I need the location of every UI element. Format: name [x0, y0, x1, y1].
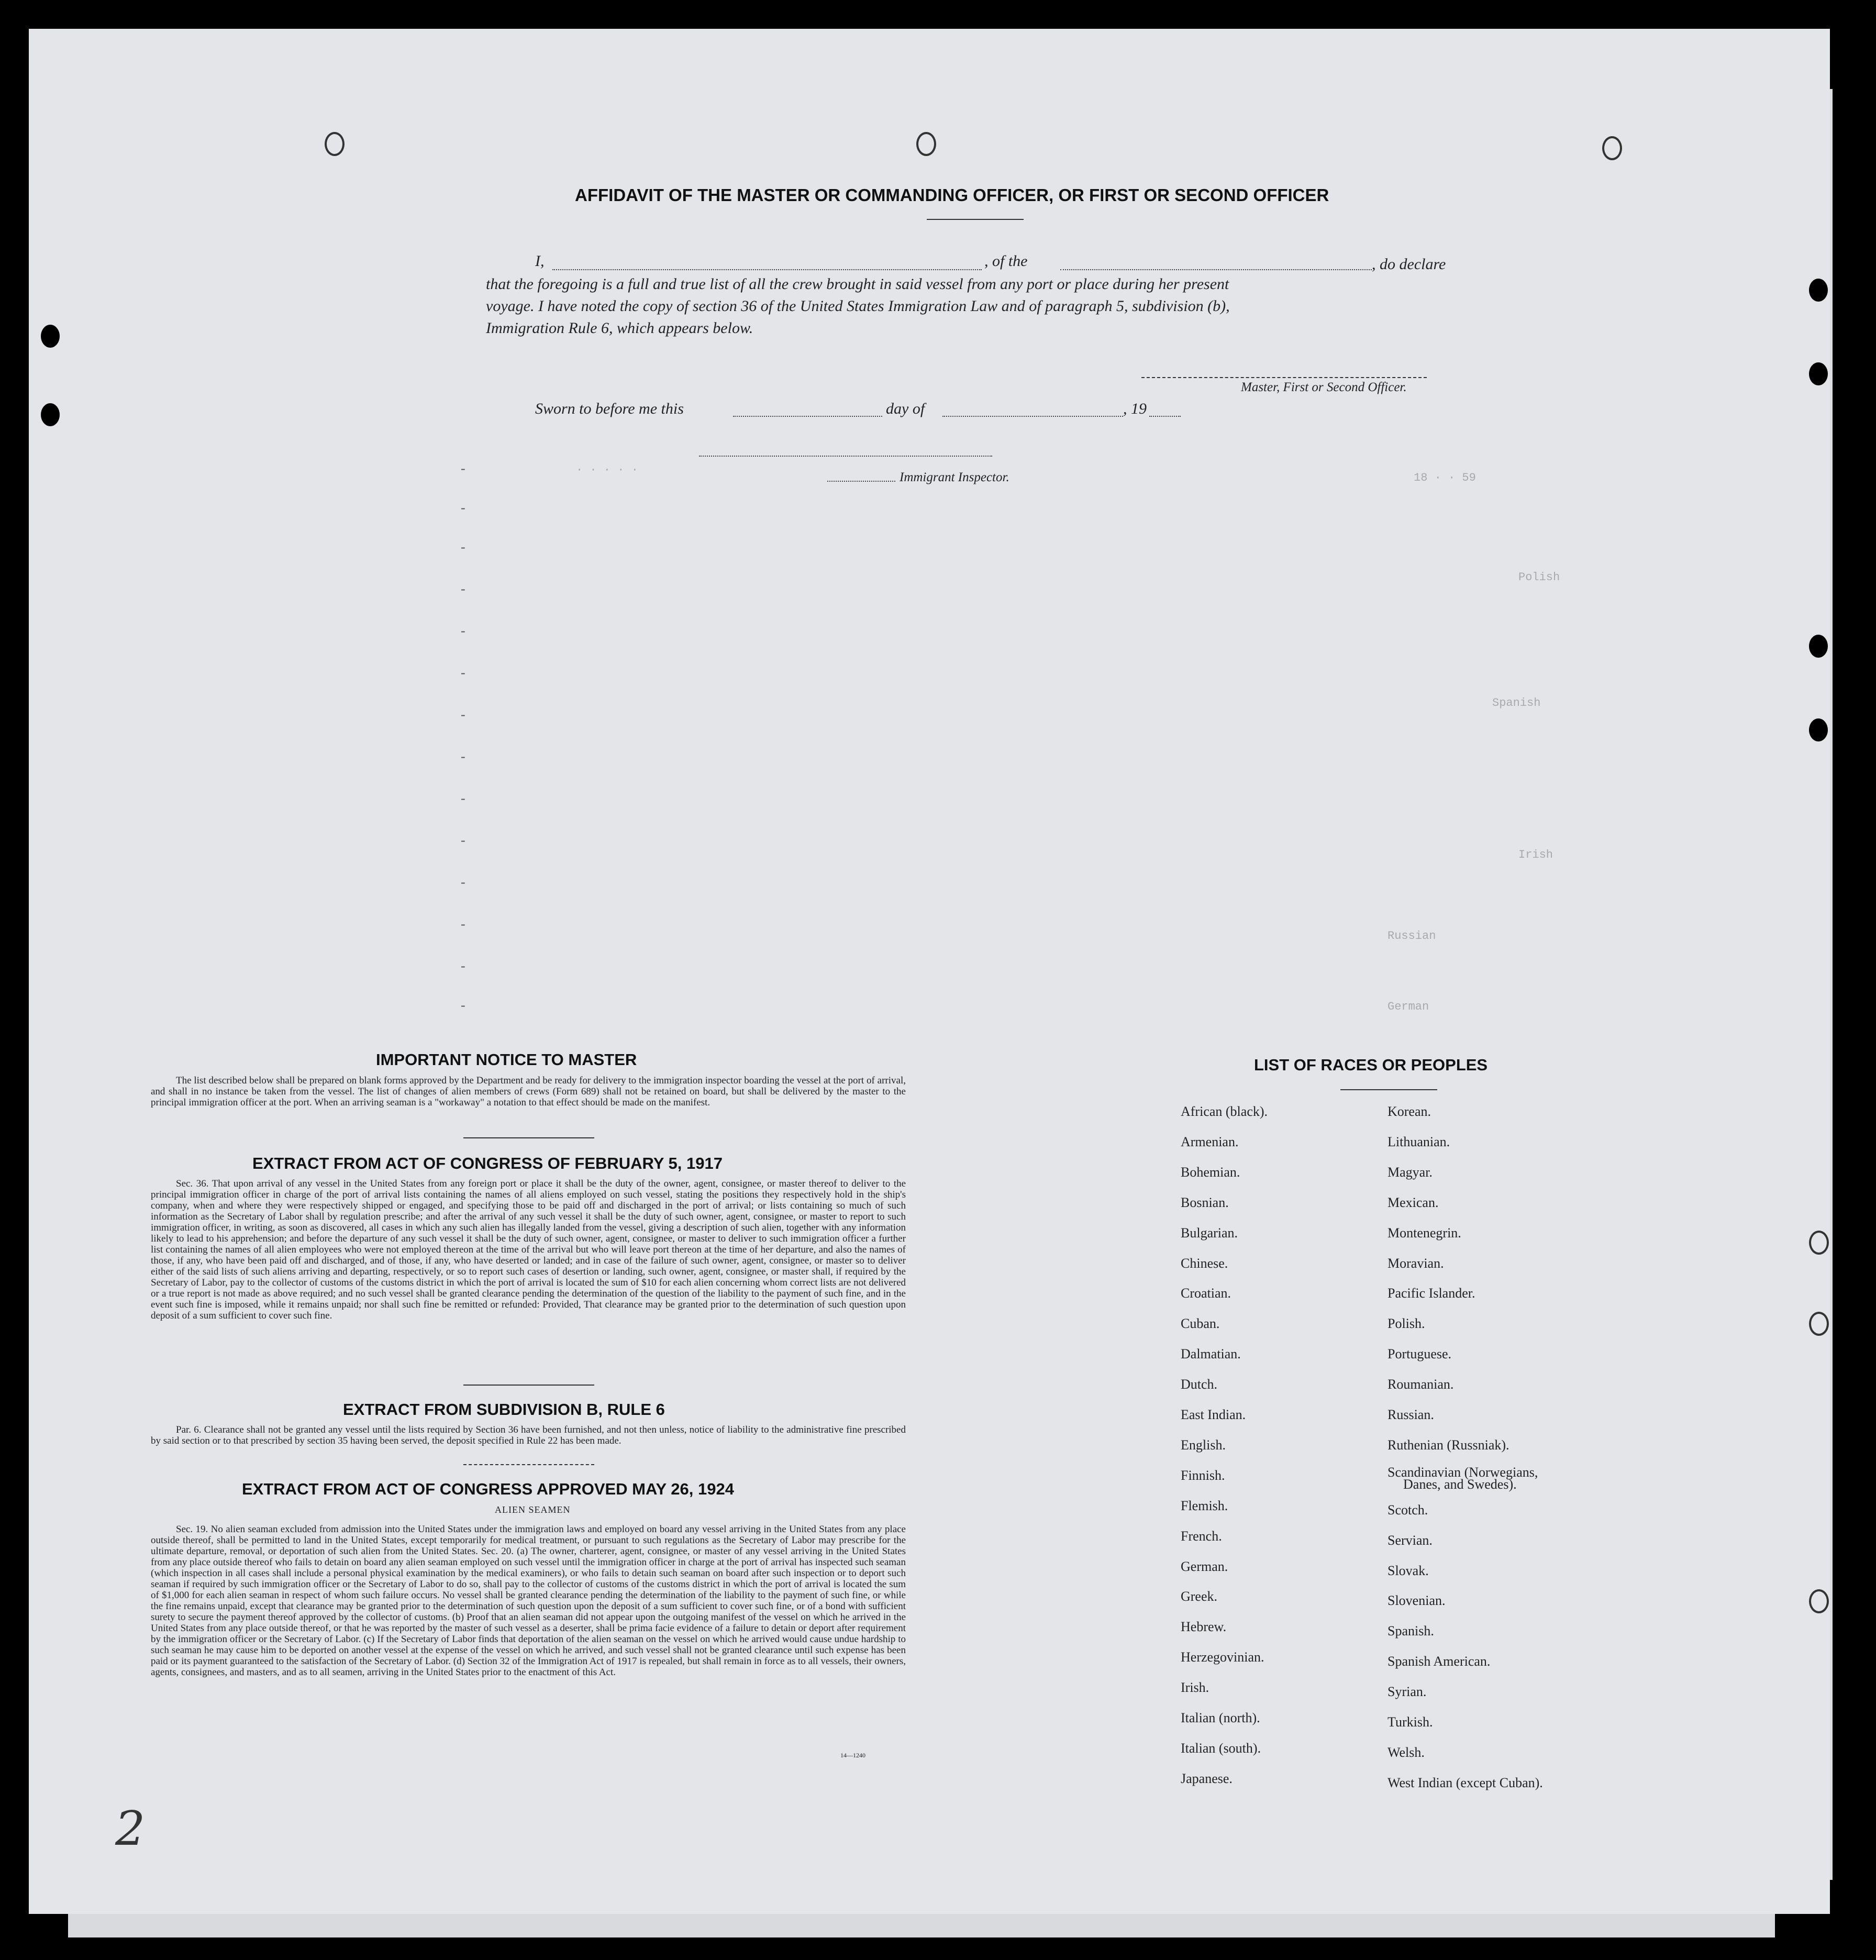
sworn-label: Sworn to before me this — [535, 400, 684, 417]
notice-title: IMPORTANT NOTICE TO MASTER — [376, 1050, 637, 1069]
race-item: Portuguese. — [1387, 1346, 1452, 1362]
signature-line[interactable] — [1141, 377, 1427, 378]
inspector-signature-line[interactable] — [699, 456, 992, 457]
race-item: Bosnian. — [1181, 1194, 1229, 1210]
affidavit-body-line: voyage. I have noted the copy of section 36 of the United States Immigration Law and of paragraph 5, subdivision (b), — [486, 297, 1230, 315]
race-item: Dutch. — [1181, 1377, 1218, 1392]
punch-hole — [1809, 718, 1828, 741]
race-item: Roumanian. — [1387, 1377, 1454, 1392]
race-item: Slovak. — [1387, 1563, 1429, 1578]
race-item: Ruthenian (Russniak). — [1387, 1437, 1509, 1453]
punch-hole — [41, 403, 60, 426]
race-item: Dalmatian. — [1181, 1346, 1241, 1362]
race-item: Herzegovinian. — [1181, 1649, 1264, 1665]
signature-caption: Master, First or Second Officer. — [1241, 380, 1407, 394]
race-item: Servian. — [1387, 1532, 1433, 1548]
race-item: Spanish. — [1387, 1623, 1434, 1639]
punch-hole-ring — [1809, 1589, 1829, 1613]
margin-dash: - — [461, 581, 465, 596]
race-item: East Indian. — [1181, 1407, 1246, 1422]
extract-1924-subtitle: ALIEN SEAMEN — [495, 1504, 571, 1515]
bleed-through-text: · · · · · — [576, 463, 638, 477]
punch-hole — [1809, 279, 1828, 302]
race-item: Scotch. — [1387, 1502, 1428, 1518]
race-item: Korean. — [1387, 1104, 1431, 1119]
race-item: Welsh. — [1387, 1744, 1425, 1760]
inspector-caption: Immigrant Inspector. — [900, 470, 1009, 484]
punch-hole — [1809, 362, 1828, 385]
punch-hole-ring — [325, 132, 345, 156]
declare-label: , do declare — [1372, 256, 1446, 273]
race-item: Italian (north). — [1181, 1710, 1260, 1725]
margin-dash: - — [461, 749, 465, 764]
extract-rule6-text: Par. 6. Clearance shall not be granted any vessel until the lists required by Section 36 have been furnished, and not then unless, notice of liability to the administrative fine prescribed by said section or to that prescribed by section 35 having been served, the deposit specified in Rule 22 has been made. — [151, 1424, 906, 1446]
margin-dash: - — [461, 874, 465, 890]
bleed-through-text: Spanish — [1492, 696, 1541, 710]
bleed-through-text: German — [1387, 1000, 1429, 1013]
extract-rule6-title: EXTRACT FROM SUBDIVISION B, RULE 6 — [343, 1400, 665, 1419]
inspector-prefix-line — [827, 481, 895, 482]
bleed-through-text: 18 · · 59 — [1414, 471, 1476, 484]
race-item: Armenian. — [1181, 1134, 1239, 1149]
race-item: Flemish. — [1181, 1498, 1228, 1513]
affidavit-body-line: that the foregoing is a full and true list of all the crew brought in said vessel from any port or place during her present — [486, 275, 1229, 293]
affiant-name-line[interactable] — [552, 269, 982, 270]
race-item: Croatian. — [1181, 1286, 1231, 1301]
margin-dash: - — [461, 623, 465, 638]
year-label: , 19 — [1123, 400, 1147, 417]
punch-hole-ring — [1809, 1312, 1829, 1336]
margin-dash: - — [461, 791, 465, 806]
race-item: Syrian. — [1387, 1684, 1427, 1700]
extract-1924-title: EXTRACT FROM ACT OF CONGRESS APPROVED MAY 26, 1924 — [242, 1480, 734, 1498]
extract-1924-text: Sec. 19. No alien seaman excluded from admission into the United States under the immigration laws and employed on board any vessel arriving in the United States from any place outside thereof, shall be permitted to land in the United States, except temporarily for medical treatment, or pursuant to such regulations as the Secretary of Labor may prescribe for the ultimate departure, removal, or deportation of such alien from the United States. Sec. 20. (a) The owner, charterer, agent, consignee, or master of any vessel arriving in the United States from any place outside thereof who fails to detain on board any alien seaman employed on such vessel until the immigration officer in charge at the port of arrival has inspected such seaman (which inspection in all cases shall include a personal physical examination by the medical examiners), or who fails to detain such seaman on board after such inspection or to deport such seaman if required by such immigration officer or the Secretary of Labor to do so, shall pay to the collector of customs of the customs district in which the port of arrival is located the sum of $1,000 for each alien seaman in respect of whom such failure occurs. No vessel shall be granted clearance pending the determination of the liability to the payment of such fine, or while the fine remains unpaid, except that clearance may be granted prior to the determination of such question upon the deposit of a sum sufficient to cover such fine, or of a bond with sufficient surety to secure the payment thereof approved by the collector of customs. (b) Proof that an alien seaman did not appear upon the outgoing manifest of the vessel on which he arrived in the United States from any place outside thereof, or that he was reported by the master of such vessel as a deserter, shall be prima facie evidence of a failure to detain or deport after requirement by the immigration officer or the Secretary of Labor. (c) If the Secretary of Labor finds that deportation of the alien seaman on the vessel on which he arrived would cause undue hardship to such seaman he may cause him to be deported on another vessel at the expense of the vessel on which he arrived, and such vessel shall not be granted clearance until such expense has been paid or its payment guaranteed to the satisfaction of the Secretary of Labor. (d) Section 32 of the Immigration Act of 1917 is repealed, but shall remain in force as to all vessels, their owners, agents, consignees, and masters, and as to all seamen, arriving in the United States prior to the enactment of this Act. — [151, 1524, 906, 1678]
section-divider — [463, 1464, 594, 1465]
race-item: Irish. — [1181, 1680, 1209, 1696]
race-item: Magyar. — [1387, 1164, 1433, 1180]
race-item: Scandinavian (Norwegians, — [1387, 1464, 1538, 1480]
races-title: LIST OF RACES OR PEOPLES — [1254, 1056, 1488, 1074]
margin-dash: - — [461, 461, 465, 476]
race-item: Hebrew. — [1181, 1619, 1227, 1635]
margin-dash: - — [461, 707, 465, 722]
race-item: German. — [1181, 1558, 1228, 1574]
race-item: Spanish American. — [1387, 1654, 1491, 1669]
bleed-through-text: Russian — [1387, 929, 1436, 943]
race-item: African (black). — [1181, 1104, 1268, 1119]
vessel-name-line[interactable] — [1060, 269, 1372, 270]
race-item: Montenegrin. — [1387, 1225, 1461, 1241]
margin-dash: - — [461, 833, 465, 848]
sworn-day-line[interactable] — [733, 416, 882, 417]
margin-dash: - — [461, 500, 465, 515]
sworn-year-line[interactable] — [1149, 416, 1181, 417]
race-item: Pacific Islander. — [1387, 1286, 1475, 1301]
margin-dash: - — [461, 916, 465, 932]
punch-hole-ring — [1602, 136, 1622, 160]
punch-hole-ring — [916, 132, 936, 156]
race-item: English. — [1181, 1437, 1226, 1453]
race-item: Cuban. — [1181, 1316, 1220, 1332]
vessel-label: , of the — [984, 252, 1028, 270]
race-item-continuation: Danes, and Swedes). — [1403, 1477, 1517, 1492]
race-item: Polish. — [1387, 1316, 1425, 1332]
section-divider — [463, 1385, 594, 1386]
race-item: Chinese. — [1181, 1255, 1228, 1271]
margin-dash: - — [461, 958, 465, 973]
margin-dash: - — [461, 998, 465, 1013]
punch-hole — [1809, 635, 1828, 658]
race-item: Finnish. — [1181, 1467, 1225, 1483]
race-item: Bulgarian. — [1181, 1225, 1238, 1241]
race-item: Turkish. — [1387, 1714, 1433, 1730]
extract-1917-title: EXTRACT FROM ACT OF CONGRESS OF FEBRUARY 5, 1917 — [252, 1154, 723, 1172]
race-item: French. — [1181, 1528, 1222, 1544]
affiant-label: I, — [535, 252, 545, 270]
extract-1917-text: Sec. 36. That upon arrival of any vessel in the United States from any foreign port or place it shall be the duty of the owner, agent, consignee, or master thereof to deliver to the principal immigration officer in charge of the port of arrival lists containing the names of all aliens employed on such vessel, stating the positions they respectively hold in the ship's company, when and where they were respectively shipped or engaged, and specifying those to be paid off and discharged in the port of arrival; or lists containing so much of such information as the Secretary of Labor shall by regulation prescribe; and after the arrival of any such vessel it shall be the duty of such owner, agent, consignee, or master to report to such immigration officer, in writing, as soon as discovered, all cases in which any such alien has illegally landed from the vessel, giving a description of such alien, together with any information likely to lead to his apprehension; and before the departure of any such vessel it shall be the duty of such owner, agent, consignee, or master to deliver to such immigration officer a further list containing the names of all alien employees who were not employed thereon at the time of the arrival but who will leave port thereon at the time of her departure, and also the names of those, if any, who have been paid off and discharged, and of those, if any, who have deserted or landed; and in case of the failure of such owner, agent, consignee, or master so to deliver either of the said lists of such aliens arriving and departing, respectively, or so to report such cases of desertion or landing, such owner, agent, consignee, or master shall, if required by the Secretary of Labor, pay to the collector of customs of the customs district in which the port of arrival is located the sum of $10 for each alien concerning whom correct lists are not delivered or a true report is not made as above required; and no such vessel shall be granted clearance pending the determination of the question of the liability to the payment of such fine, and in the event such fine is imposed, while it remains unpaid; nor shall such fine be remitted or refunded: Provided, That clearance may be granted prior to the determination of such question upon deposit of a sum sufficient to cover such fine. — [151, 1178, 906, 1321]
notice-text: The list described below shall be prepared on blank forms approved by the Department and be ready for delivery to the immigration inspector boarding the vessel at the port of arrival, and shall in no instance be taken from the vessel. The list of changes of alien members of crews (Form 689) shall not be retained on board, but shall be delivered by the master to the principal immigration officer at the port. When an arriving seaman is a "workaway" a notation to that effect should be made on the manifest. — [151, 1075, 906, 1108]
bleed-through-text: Polish — [1518, 571, 1560, 584]
race-item: Lithuanian. — [1387, 1134, 1450, 1149]
race-item: Slovenian. — [1387, 1593, 1446, 1609]
race-item: Italian (south). — [1181, 1740, 1261, 1756]
punch-hole — [41, 325, 60, 348]
affidavit-body-line: Immigration Rule 6, which appears below. — [486, 319, 753, 337]
race-item: Russian. — [1387, 1407, 1434, 1422]
bleed-through-text: Irish — [1518, 848, 1553, 861]
race-item: Japanese. — [1181, 1770, 1233, 1786]
sworn-month-line[interactable] — [942, 416, 1123, 417]
race-item: Greek. — [1181, 1589, 1218, 1604]
form-number: 14—1240 — [840, 1752, 865, 1759]
title-underline — [927, 219, 1024, 220]
day-of-label: day of — [886, 400, 925, 417]
affidavit-title: AFFIDAVIT OF THE MASTER OR COMMANDING OFFICER, OR FIRST OR SECOND OFFICER — [575, 185, 1329, 205]
races-title-underline — [1340, 1089, 1437, 1090]
margin-dash: - — [461, 665, 465, 680]
race-item: Mexican. — [1387, 1194, 1439, 1210]
handwritten-mark: 2 — [115, 1801, 146, 1856]
race-item: Moravian. — [1387, 1255, 1444, 1271]
margin-dash: - — [461, 539, 465, 555]
race-item: West Indian (except Cuban). — [1387, 1775, 1543, 1790]
punch-hole-ring — [1809, 1231, 1829, 1255]
section-divider — [463, 1137, 594, 1138]
race-item: Bohemian. — [1181, 1164, 1240, 1180]
